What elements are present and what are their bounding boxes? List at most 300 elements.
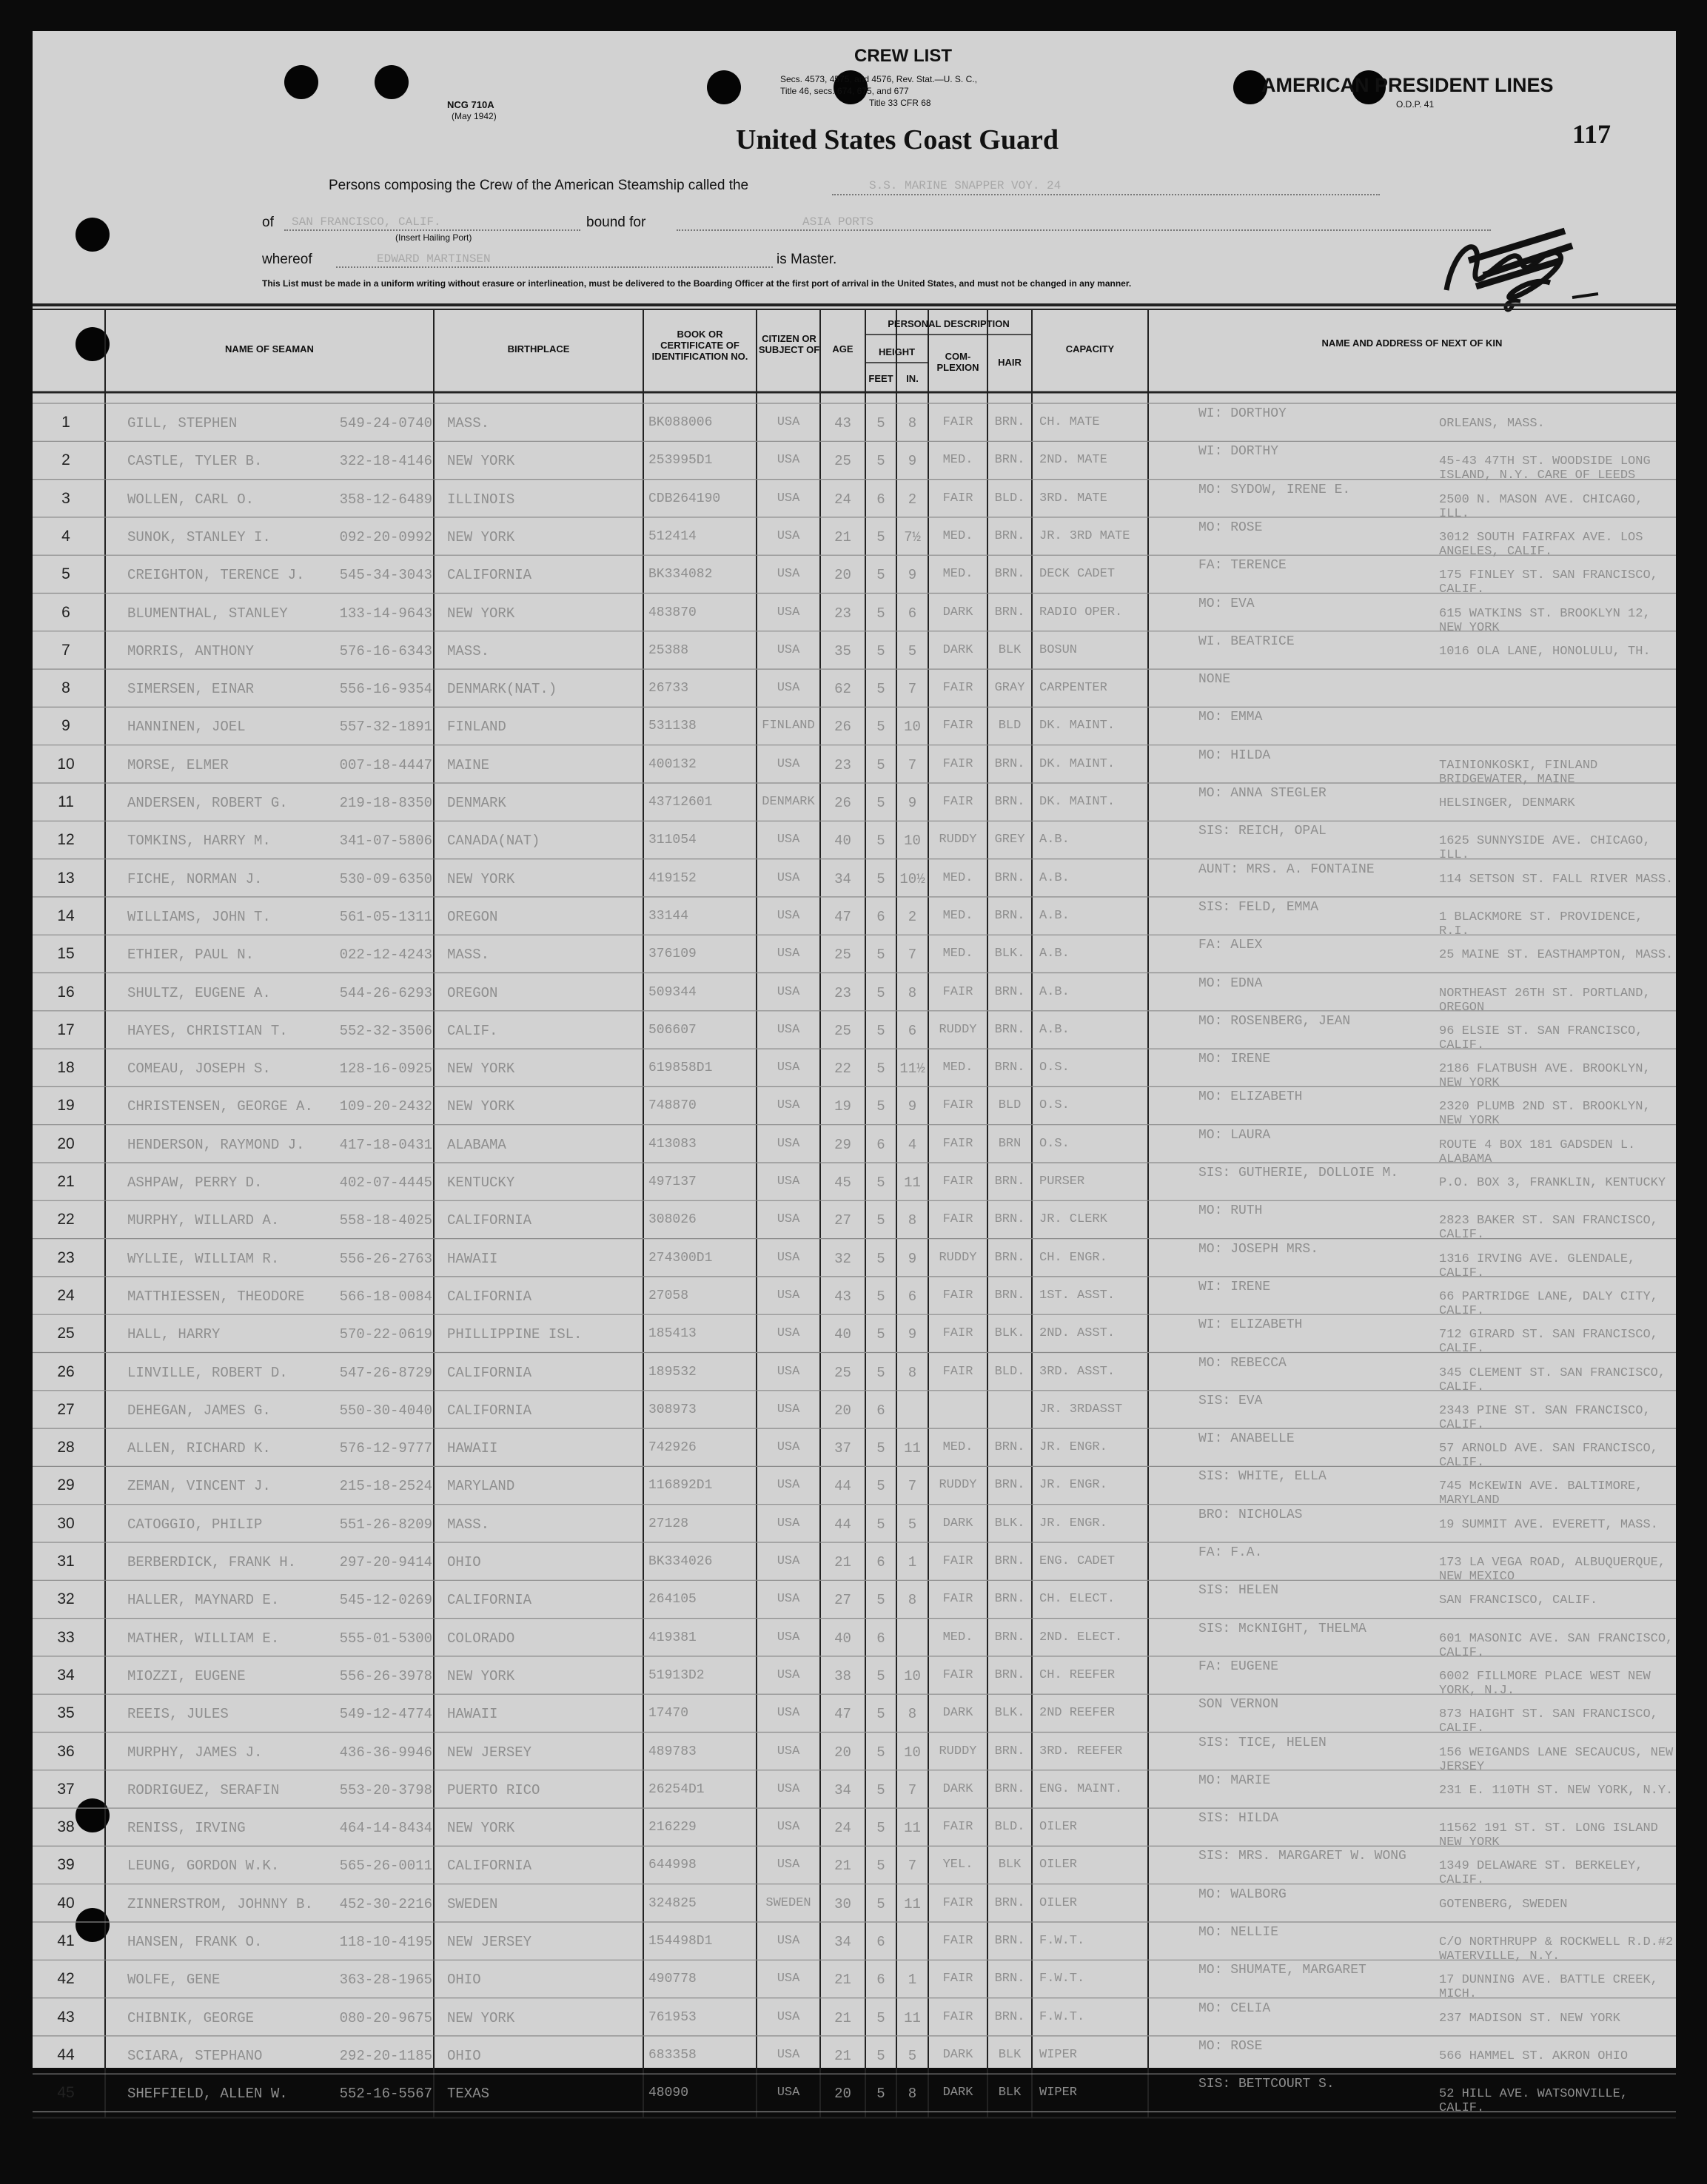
row-number: 8	[61, 679, 70, 697]
birthplace: MASS.	[447, 642, 490, 659]
hair: BRN.	[994, 1554, 1025, 1568]
hair: BRN.	[994, 870, 1025, 885]
height-inches: 1	[908, 1554, 917, 1570]
seaman-id-number: 452-30-2216	[339, 1895, 432, 1912]
row-number: 32	[57, 1590, 75, 1608]
next-of-kin-address: 345 CLEMENT ST. SAN FRANCISCO, CALIF.	[1439, 1365, 1666, 1394]
height-feet: 5	[876, 1781, 885, 1798]
seaman-name: ETHIER, PAUL N.	[127, 947, 255, 964]
next-of-kin-address: ROUTE 4 BOX 181 GADSDEN L. ALABAMA	[1439, 1138, 1636, 1166]
hair: BRN.	[994, 1667, 1025, 1682]
height-feet: 6	[876, 908, 885, 925]
capacity: ENG. CADET	[1039, 1554, 1116, 1568]
row-number: 31	[57, 1553, 75, 1570]
book-number: 400132	[648, 756, 697, 772]
seaman-name: CASTLE, TYLER B.	[127, 453, 263, 470]
seaman-name: MORSE, ELMER	[127, 756, 229, 773]
citizenship: DENMARK	[762, 795, 815, 809]
seaman-id-number: 402-07-4445	[339, 1175, 432, 1191]
height-inches: 6	[908, 1288, 917, 1305]
hair: BRN.	[994, 1212, 1025, 1227]
seaman-name: ALLEN, RICHARD K.	[127, 1440, 271, 1457]
birthplace: HAWAII	[447, 1706, 498, 1723]
row-number: 13	[57, 869, 75, 887]
complexion: DARK	[942, 642, 973, 657]
birthplace: NEW YORK	[447, 1667, 515, 1684]
next-of-kin-name: WI: IRENE	[1198, 1279, 1271, 1294]
height-inches: 6	[908, 605, 917, 622]
book-number: 154498D1	[648, 1934, 713, 1949]
book-number: BK334082	[648, 567, 713, 582]
row-number: 34	[57, 1666, 75, 1684]
seaman-name: SUNOK, STANLEY I.	[127, 528, 271, 545]
citizenship: FINLAND	[762, 719, 815, 733]
seaman-name: CHIBNIK, GEORGE	[127, 2009, 255, 2026]
hair: BRN.	[994, 1744, 1025, 1758]
book-number: 644998	[648, 1858, 697, 1873]
seaman-id-number: 464-14-8434	[339, 1820, 432, 1837]
complexion: MED.	[942, 1440, 973, 1455]
complexion: YEL.	[942, 1858, 973, 1872]
next-of-kin-name: MO: RUTH	[1198, 1203, 1263, 1219]
next-of-kin-address: 1625 SUNNYSIDE AVE. CHICAGO, ILL.	[1439, 834, 1651, 863]
next-of-kin-address: ORLEANS, MASS.	[1439, 417, 1545, 431]
book-number: 48090	[648, 2086, 689, 2101]
birthplace: CANADA(NAT)	[447, 833, 540, 850]
hair: BRN.	[994, 1934, 1025, 1948]
seaman-name: SCIARA, STEPHANO	[127, 2047, 263, 2064]
seaman-id-number: 436-36-9946	[339, 1744, 432, 1761]
hailing-port: SAN FRANCISCO, CALIF.	[292, 215, 441, 229]
next-of-kin-address: 873 HAIGHT ST. SAN FRANCISCO, CALIF.	[1439, 1707, 1658, 1736]
height-inches: 11	[904, 2009, 921, 2026]
seaman-id-number: 550-30-4040	[339, 1402, 432, 1419]
capacity: O.S.	[1039, 1061, 1070, 1075]
seaman-id-number: 556-26-2763	[339, 1250, 432, 1267]
height-inches: 1	[908, 1972, 917, 1989]
of-label: of	[262, 215, 274, 230]
citizenship: USA	[777, 2086, 800, 2100]
next-of-kin-name: MO: REBECCA	[1198, 1355, 1287, 1371]
book-number: 509344	[648, 984, 697, 1000]
book-number: 531138	[648, 719, 697, 734]
seaman-id-number: 297-20-9414	[339, 1554, 432, 1570]
next-of-kin-name: MO: ANNA STEGLER	[1198, 786, 1327, 801]
book-number: 264105	[648, 1592, 697, 1607]
next-of-kin-name: SIS: EVA	[1198, 1393, 1263, 1408]
height-feet: 5	[876, 1820, 885, 1837]
age: 34	[834, 870, 851, 887]
height-inches: 5	[908, 2047, 917, 2064]
citizenship: USA	[777, 1630, 800, 1644]
birthplace: NEW YORK	[447, 605, 515, 622]
seaman-name: CREIGHTON, TERENCE J.	[127, 567, 305, 584]
next-of-kin-name: MO: ELIZABETH	[1198, 1089, 1303, 1105]
complexion: FAIR	[942, 1212, 973, 1227]
next-of-kin-address: 2186 FLATBUSH AVE. BROOKLYN, NEW YORK	[1439, 1062, 1651, 1091]
next-of-kin-address: TAINIONKOSKI, FINLAND BRIDGEWATER, MAINE	[1439, 758, 1598, 787]
next-of-kin-address: 1349 DELAWARE ST. BERKELEY, CALIF.	[1439, 1859, 1643, 1888]
hair: BRN.	[994, 2009, 1025, 2024]
birthplace: MASS.	[447, 415, 490, 431]
citizenship: USA	[777, 1478, 800, 1493]
book-number: 216229	[648, 1820, 697, 1835]
book-number: 25388	[648, 642, 689, 658]
seaman-name: WOLLEN, CARL O.	[127, 491, 255, 508]
height-inches: 2	[908, 491, 917, 508]
seaman-id-number: 530-09-6350	[339, 870, 432, 887]
row-number: 43	[57, 2008, 75, 2026]
row-number: 27	[57, 1400, 75, 1418]
form-number: NCG 710A	[447, 99, 494, 110]
complexion: DARK	[942, 1706, 973, 1721]
next-of-kin-name: SIS: McKNIGHT, THELMA	[1198, 1621, 1366, 1636]
capacity: WIPER	[1039, 2047, 1078, 2062]
height-feet: 5	[876, 870, 885, 887]
capacity: CARPENTER	[1039, 681, 1107, 696]
height-feet: 5	[876, 756, 885, 773]
instructions: This List must be made in a uniform writing without erasure or interlineation, must be delivered to the Boarding Officer at the first port of arrival in the United States, and must not be changed in any manner.	[262, 278, 1132, 289]
birthplace: CALIF.	[447, 1022, 498, 1039]
seaman-name: MATHER, WILLIAM E.	[127, 1630, 280, 1647]
seaman-name: COMEAU, JOSEPH S.	[127, 1061, 271, 1078]
next-of-kin-address: 601 MASONIC AVE. SAN FRANCISCO, CALIF.	[1439, 1631, 1674, 1660]
next-of-kin-name: MO: LAURA	[1198, 1127, 1271, 1143]
age: 24	[834, 491, 851, 508]
next-of-kin-address: 114 SETSON ST. FALL RIVER MASS.	[1439, 872, 1674, 887]
book-number: 189532	[648, 1364, 697, 1380]
seaman-name: FICHE, NORMAN J.	[127, 870, 263, 887]
next-of-kin-name: MO: ROSE	[1198, 2038, 1263, 2054]
row-number: 12	[57, 831, 75, 849]
agency-title: United States Coast Guard	[736, 124, 1059, 155]
next-of-kin-name: SIS: BETTCOURT S.	[1198, 2077, 1335, 2092]
capacity: CH. MATE	[1039, 415, 1100, 429]
form-statute-line1: Secs. 4573, 4575, and 4576, Rev. Stat.—U. S. C.,	[780, 74, 977, 84]
row-number: 42	[57, 1970, 75, 1988]
birthplace: NEW YORK	[447, 1820, 515, 1837]
height-feet: 5	[876, 1061, 885, 1078]
capacity: RADIO OPER.	[1039, 605, 1123, 619]
height-feet: 5	[876, 1667, 885, 1684]
citizenship: USA	[777, 1136, 800, 1151]
citizenship: USA	[777, 1516, 800, 1531]
complexion: FAIR	[942, 491, 973, 505]
next-of-kin-address: 11562 191 ST. ST. LONG ISLAND NEW YORK	[1439, 1821, 1658, 1850]
seaman-name: DEHEGAN, JAMES G.	[127, 1402, 271, 1419]
form-statute-line3: Title 33 CFR 68	[869, 98, 931, 108]
seaman-id-number: 358-12-6489	[339, 491, 432, 508]
seaman-id-number: 118-10-4195	[339, 1934, 432, 1950]
row-number: 15	[57, 945, 75, 963]
hair: BLK.	[994, 1326, 1025, 1341]
height-feet: 5	[876, 1895, 885, 1912]
birthplace: HAWAII	[447, 1440, 498, 1457]
birthplace: OHIO	[447, 2047, 481, 2064]
citizenship: USA	[777, 1364, 800, 1379]
hair: BLD	[998, 1098, 1022, 1113]
col-header-book: BOOK OR CERTIFICATE OF IDENTIFICATION NO.	[651, 329, 748, 362]
row-number: 19	[57, 1097, 75, 1115]
citizenship: USA	[777, 1098, 800, 1113]
age: 27	[834, 1212, 851, 1229]
age: 25	[834, 1364, 851, 1381]
hair: BRN.	[994, 1250, 1025, 1265]
complexion: FAIR	[942, 1098, 973, 1113]
seaman-id-number: 549-24-0740	[339, 415, 432, 431]
seaman-id-number: 576-12-9777	[339, 1440, 432, 1457]
row-number: 38	[57, 1818, 75, 1836]
height-inches: 10	[904, 1744, 921, 1761]
book-number: 490778	[648, 1972, 697, 1987]
book-number: BK334026	[648, 1554, 713, 1569]
height-feet: 6	[876, 1554, 885, 1570]
seaman-name: LINVILLE, ROBERT D.	[127, 1364, 288, 1381]
capacity: OILER	[1039, 1858, 1078, 1872]
citizenship: USA	[777, 605, 800, 619]
next-of-kin-address: 25 MAINE ST. EASTHAMPTON, MASS.	[1439, 948, 1674, 963]
height-inches: 5	[908, 1516, 917, 1533]
complexion: MED.	[942, 908, 973, 923]
next-of-kin-name: SIS: MRS. MARGARET W. WONG	[1198, 1849, 1406, 1864]
age: 37	[834, 1440, 851, 1457]
complexion: DARK	[942, 1781, 973, 1796]
height-feet: 5	[876, 453, 885, 470]
height-feet: 6	[876, 491, 885, 508]
row-number: 45	[57, 2084, 75, 2102]
book-number: 116892D1	[648, 1478, 713, 1493]
next-of-kin-name: MO: WALBORG	[1198, 1886, 1287, 1902]
seaman-id-number: 219-18-8350	[339, 795, 432, 811]
book-number: 419152	[648, 870, 697, 886]
height-inches: 7	[908, 947, 917, 964]
book-number: 33144	[648, 908, 689, 924]
next-of-kin-address: P.O. BOX 3, FRANKLIN, KENTUCKY	[1439, 1176, 1666, 1190]
seaman-id-number: 080-20-9675	[339, 2009, 432, 2026]
birthplace: OREGON	[447, 908, 498, 925]
height-feet: 5	[876, 2009, 885, 2026]
capacity: DK. MAINT.	[1039, 756, 1116, 771]
row-number: 14	[57, 907, 75, 924]
master-name: EDWARD MARTINSEN	[377, 252, 491, 266]
capacity: WIPER	[1039, 2086, 1078, 2100]
next-of-kin-name: MO: IRENE	[1198, 1052, 1271, 1067]
book-number: 761953	[648, 2009, 697, 2025]
age: 21	[834, 1858, 851, 1875]
height-feet: 5	[876, 2086, 885, 2103]
seaman-name: SHEFFIELD, ALLEN W.	[127, 2086, 288, 2103]
height-feet: 5	[876, 1250, 885, 1267]
capacity: O.S.	[1039, 1136, 1070, 1151]
age: 62	[834, 681, 851, 698]
next-of-kin-address	[1439, 682, 1674, 712]
seaman-name: MURPHY, JAMES J.	[127, 1744, 263, 1761]
hair: BRN.	[994, 908, 1025, 923]
capacity: CH. ELECT.	[1039, 1592, 1116, 1607]
row-number: 28	[57, 1439, 75, 1456]
birthplace: OREGON	[447, 984, 498, 1001]
seaman-id-number: 556-16-9354	[339, 681, 432, 698]
birthplace: NEW YORK	[447, 870, 515, 887]
seaman-id-number: 551-26-8209	[339, 1516, 432, 1533]
height-feet: 5	[876, 567, 885, 584]
citizenship: SWEDEN	[765, 1895, 811, 1910]
height-feet: 5	[876, 947, 885, 964]
citizenship: USA	[777, 1022, 800, 1037]
complexion: MED.	[942, 567, 973, 582]
capacity: BOSUN	[1039, 642, 1078, 657]
row-number: 17	[57, 1021, 75, 1038]
form-statute-line2: Title 46, secs. 674, 675, and 677	[780, 86, 909, 96]
capacity: F.W.T.	[1039, 1972, 1085, 1986]
height-inches: 10	[904, 719, 921, 736]
next-of-kin-address: GOTENBERG, SWEDEN	[1439, 1897, 1568, 1912]
citizenship: USA	[777, 833, 800, 847]
age: 23	[834, 756, 851, 773]
birthplace: KENTUCKY	[447, 1175, 515, 1191]
citizenship: USA	[777, 1858, 800, 1872]
capacity: A.B.	[1039, 1022, 1070, 1037]
seaman-name: HALLER, MAYNARD E.	[127, 1592, 280, 1609]
row-number: 24	[57, 1286, 75, 1304]
hair: BLK.	[994, 1706, 1025, 1721]
height-feet: 5	[876, 1744, 885, 1761]
col-header-citizen: CITIZEN OR SUBJECT OF	[758, 333, 820, 355]
hair: BRN.	[994, 567, 1025, 582]
seaman-id-number: 547-26-8729	[339, 1364, 432, 1381]
col-header-personal: PERSONAL DESCRIPTION	[888, 318, 1010, 329]
capacity: F.W.T.	[1039, 1934, 1085, 1948]
next-of-kin-name: WI: ANABELLE	[1198, 1431, 1295, 1447]
height-inches: 9	[908, 567, 917, 584]
height-feet: 5	[876, 1516, 885, 1533]
seaman-name: TOMKINS, HARRY M.	[127, 833, 271, 850]
col-header-height: HEIGHT	[878, 346, 916, 357]
height-inches: 7	[908, 756, 917, 773]
age: 25	[834, 947, 851, 964]
row-number: 26	[57, 1363, 75, 1380]
age: 47	[834, 1706, 851, 1723]
citizenship: USA	[777, 491, 800, 505]
col-header-feet: FEET	[868, 373, 893, 384]
seaman-name: MURPHY, WILLARD A.	[127, 1212, 280, 1229]
col-header-name: NAME OF SEAMAN	[225, 343, 314, 355]
complexion: FAIR	[942, 719, 973, 733]
row-number: 2	[61, 451, 70, 469]
book-number: 17470	[648, 1706, 689, 1721]
birthplace: SWEDEN	[447, 1895, 498, 1912]
height-inches: 11½	[899, 1061, 925, 1078]
col-header-age: AGE	[832, 343, 854, 355]
seaman-name: ASHPAW, PERRY D.	[127, 1175, 263, 1191]
height-inches: 7	[908, 1858, 917, 1875]
next-of-kin-name: NONE	[1198, 672, 1231, 688]
hair: BRN.	[994, 1630, 1025, 1644]
birthplace: TEXAS	[447, 2086, 490, 2103]
hair: BLK	[998, 2047, 1022, 2062]
next-of-kin-name: SIS: HELEN	[1198, 1583, 1279, 1599]
height-inches: 8	[908, 1364, 917, 1381]
capacity: 2ND. MATE	[1039, 453, 1107, 468]
next-of-kin-name: MO: NELLIE	[1198, 1925, 1279, 1940]
capacity: JR. ENGR.	[1039, 1516, 1107, 1531]
book-number: 512414	[648, 528, 697, 544]
age: 21	[834, 528, 851, 545]
age: 26	[834, 719, 851, 736]
citizenship: USA	[777, 453, 800, 468]
height-inches: 9	[908, 1326, 917, 1343]
book-number: 419381	[648, 1630, 697, 1645]
age: 20	[834, 1744, 851, 1761]
citizenship: USA	[777, 870, 800, 885]
next-of-kin-address: 3012 SOUTH FAIRFAX AVE. LOS ANGELES, CALIF.	[1439, 530, 1643, 559]
next-of-kin-address: 2343 PINE ST. SAN FRANCISCO, CALIF.	[1439, 1403, 1651, 1432]
next-of-kin-name: FA: EUGENE	[1198, 1659, 1279, 1674]
age: 19	[834, 1098, 851, 1115]
birthplace: CALIFORNIA	[447, 1592, 532, 1609]
citizenship: USA	[777, 1402, 800, 1417]
birthplace: NEW YORK	[447, 1098, 515, 1115]
hair: BRN.	[994, 415, 1025, 429]
age: 30	[834, 1895, 851, 1912]
hair: GREY	[994, 833, 1025, 847]
master-label: is Master.	[777, 252, 837, 267]
hair: BRN.	[994, 1972, 1025, 1986]
seaman-id-number: 552-32-3506	[339, 1022, 432, 1039]
complexion: MED.	[942, 870, 973, 885]
complexion: FAIR	[942, 1972, 973, 1986]
citizenship: USA	[777, 1744, 800, 1758]
book-number: 748870	[648, 1098, 697, 1114]
age: 20	[834, 567, 851, 584]
birthplace: HAWAII	[447, 1250, 498, 1267]
hair: BRN.	[994, 1478, 1025, 1493]
next-of-kin-address: 175 FINLEY ST. SAN FRANCISCO, CALIF.	[1439, 568, 1658, 597]
row-number: 30	[57, 1514, 75, 1532]
row-number: 9	[61, 717, 70, 735]
height-inches: 10	[904, 833, 921, 850]
capacity: JR. CLERK	[1039, 1212, 1107, 1227]
form-date: (May 1942)	[452, 111, 497, 121]
capacity: 3RD. REEFER	[1039, 1744, 1123, 1758]
hair: BRN.	[994, 1061, 1025, 1075]
capacity: A.B.	[1039, 870, 1070, 885]
height-feet: 5	[876, 1440, 885, 1457]
next-of-kin-name: WI. BEATRICE	[1198, 634, 1295, 649]
book-number: 26254D1	[648, 1781, 705, 1797]
next-of-kin-address: 66 PARTRIDGE LANE, DALY CITY, CALIF.	[1439, 1289, 1658, 1318]
capacity: 2ND. ASST.	[1039, 1326, 1116, 1341]
seaman-name: WILLIAMS, JOHN T.	[127, 908, 271, 925]
book-number: 489783	[648, 1744, 697, 1759]
age: 44	[834, 1478, 851, 1495]
seaman-id-number: 341-07-5806	[339, 833, 432, 850]
next-of-kin-address: C/O NORTHRUPP & ROCKWELL R.D.#2 WATERVILLE, N.Y.	[1439, 1935, 1674, 1963]
age: 25	[834, 453, 851, 470]
birthplace: NEW YORK	[447, 528, 515, 545]
capacity: JR. 3RDASST	[1039, 1402, 1123, 1417]
next-of-kin-name: FA: ALEX	[1198, 938, 1263, 953]
citizenship: USA	[777, 908, 800, 923]
row-number: 11	[58, 793, 74, 810]
seaman-id-number: 566-18-0084	[339, 1288, 432, 1305]
next-of-kin-name: WI: DORTHY	[1198, 444, 1279, 460]
height-feet: 6	[876, 1136, 885, 1153]
book-number: 185413	[648, 1326, 697, 1342]
birthplace: COLORADO	[447, 1630, 515, 1647]
seaman-id-number: 553-20-3798	[339, 1781, 432, 1798]
birthplace: DENMARK(NAT.)	[447, 681, 557, 698]
